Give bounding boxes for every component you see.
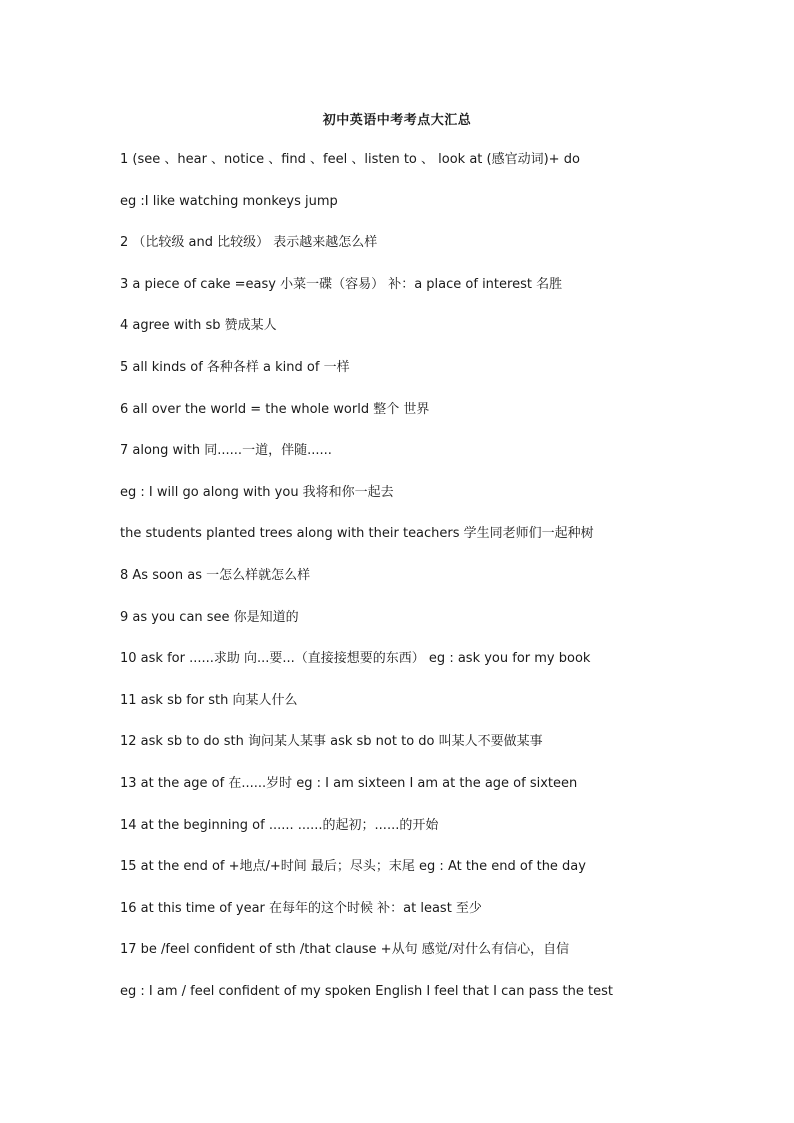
- text-line: 15 at the end of +地点/+时间 最后；尽头；末尾 eg : At the end of the day: [120, 859, 586, 875]
- text-line: 16 at this time of year 在每年的这个时候 补：at least 至少: [120, 900, 482, 916]
- text-line: 17 be /feel confident of sth /that clause +从句 感觉/对什么有信心，自信: [120, 942, 570, 958]
- text-line: 14 at the beginning of ...... ......的起初；......的开始: [120, 817, 439, 833]
- text-line: 6 all over the world = the whole world 整个 世界: [120, 401, 430, 417]
- text-line: 13 at the age of 在......岁时 eg : I am sixteen I am at the age of sixteen: [120, 775, 578, 791]
- text-line: 11 ask sb for sth 向某人什么: [120, 692, 298, 708]
- text-line: 8 As soon as 一怎么样就怎么样: [120, 567, 311, 583]
- text-line: eg : I am / feel confident of my spoken English I feel that I can pass the test: [120, 983, 613, 999]
- text-line: 3 a piece of cake =easy 小菜一碟（容易） 补：a place of interest 名胜: [120, 276, 563, 292]
- text-line: 2 （比较级 and 比较级） 表示越来越怎么样: [120, 235, 378, 251]
- text-line: 10 ask for ......求助 向...要...（直接接想要的东西） eg : ask you for my book: [120, 651, 591, 667]
- text-line: 4 agree with sb 赞成某人: [120, 318, 277, 334]
- text-line: 5 all kinds of 各种各样 a kind of 一样: [120, 359, 350, 375]
- text-line: 1 (see 、hear 、notice 、find 、feel 、listen to 、 look at (感官动词)+ do: [120, 152, 580, 167]
- text-line: 7 along with 同......一道，伴随......: [120, 443, 332, 459]
- document-title: 初中英语中考考点大汇总: [322, 113, 472, 128]
- text-line: the students planted trees along with their teachers 学生同老师们一起种树: [120, 526, 594, 542]
- text-line: 9 as you can see 你是知道的: [120, 609, 299, 625]
- document-body: [120, 150, 680, 1023]
- text-line: 12 ask sb to do sth 询问某人某事 ask sb not to do 叫某人不要做某事: [120, 734, 543, 750]
- text-line: eg : I will go along with you 我将和你一起去: [120, 484, 394, 500]
- text-line: eg :I like watching monkeys jump: [120, 193, 338, 209]
